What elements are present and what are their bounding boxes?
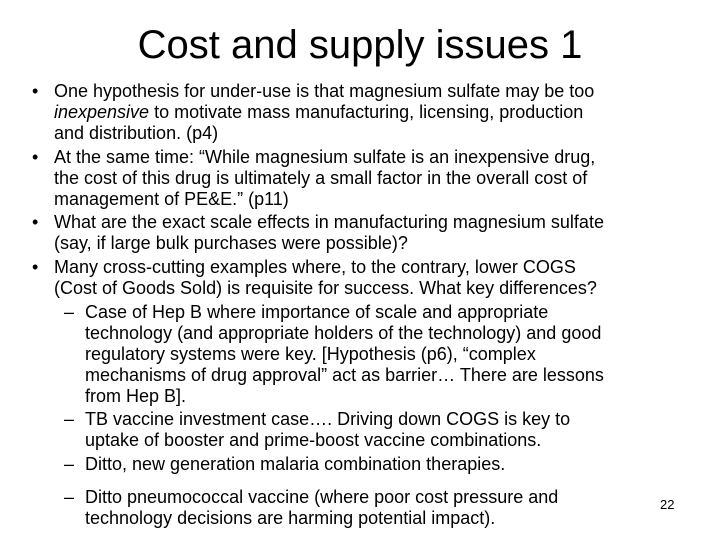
bullet-1-line-1: One hypothesis for under-use is that magnesium sulfate may be too: [54, 81, 595, 101]
sub-bullet-marker: –: [64, 302, 75, 322]
emphasis-text: inexpensive: [54, 102, 150, 122]
page-number: 22: [660, 497, 675, 512]
sub-bullet-marker: –: [64, 454, 75, 474]
sub-bullet-marker: –: [64, 409, 75, 429]
bullet-marker: •: [32, 147, 39, 167]
sub-bullet-1-line-1: Case of Hep B where importance of scale and appropriate: [85, 302, 549, 322]
bullet-4-line-1: Many cross-cutting examples where, to the contrary, lower COGS: [54, 257, 576, 277]
bullet-4-line-2: (Cost of Goods Sold) is requisite for success. What key differences?: [54, 278, 597, 298]
sub-bullet-1-line-4: mechanisms of drug approval” act as barrier… There are lessons: [85, 365, 604, 385]
sub-bullet-2-line-1: TB vaccine investment case…. Driving down COGS is key to: [85, 409, 571, 429]
bullet-1-line-3: and distribution. (p4): [54, 123, 219, 143]
bullet-2-line-2: the cost of this drug is ultimately a small factor in the overall cost of: [54, 168, 588, 188]
bullet-1-line-2-rest: to motivate mass manufacturing, licensing, production: [149, 102, 584, 122]
bullet-marker: •: [32, 257, 39, 277]
sub-bullet-4-line-2: technology decisions are harming potential impact).: [85, 508, 496, 528]
sub-bullet-4-line-1: Ditto pneumococcal vaccine (where poor cost pressure and: [85, 487, 559, 507]
bullet-2-line-1: At the same time: “While magnesium sulfate is an inexpensive drug,: [54, 147, 596, 167]
bullet-3-line-1: What are the exact scale effects in manufacturing magnesium sulfate: [54, 212, 604, 232]
sub-bullet-1-line-5: from Hep B].: [85, 386, 187, 406]
sub-bullet-1-line-3: regulatory systems were key. [Hypothesis (p6), “complex: [85, 344, 536, 364]
sub-bullet-2-line-2: uptake of booster and prime-boost vaccine combinations.: [85, 430, 542, 450]
slide-title: Cost and supply issues 1: [137, 23, 583, 67]
bullet-marker: •: [32, 212, 39, 232]
sub-bullet-1-line-2: technology (and appropriate holders of the technology) and good: [85, 323, 602, 343]
sub-bullet-3-line-1: Ditto, new generation malaria combination therapies.: [85, 454, 506, 474]
sub-bullet-marker: –: [64, 487, 75, 507]
bullet-marker: •: [32, 81, 39, 101]
bullet-3-line-2: (say, if large bulk purchases were possible)?: [54, 233, 408, 253]
bullet-2-line-3: management of PE&E.” (p11): [54, 189, 289, 209]
bullet-1-line-2: [54, 102, 583, 123]
